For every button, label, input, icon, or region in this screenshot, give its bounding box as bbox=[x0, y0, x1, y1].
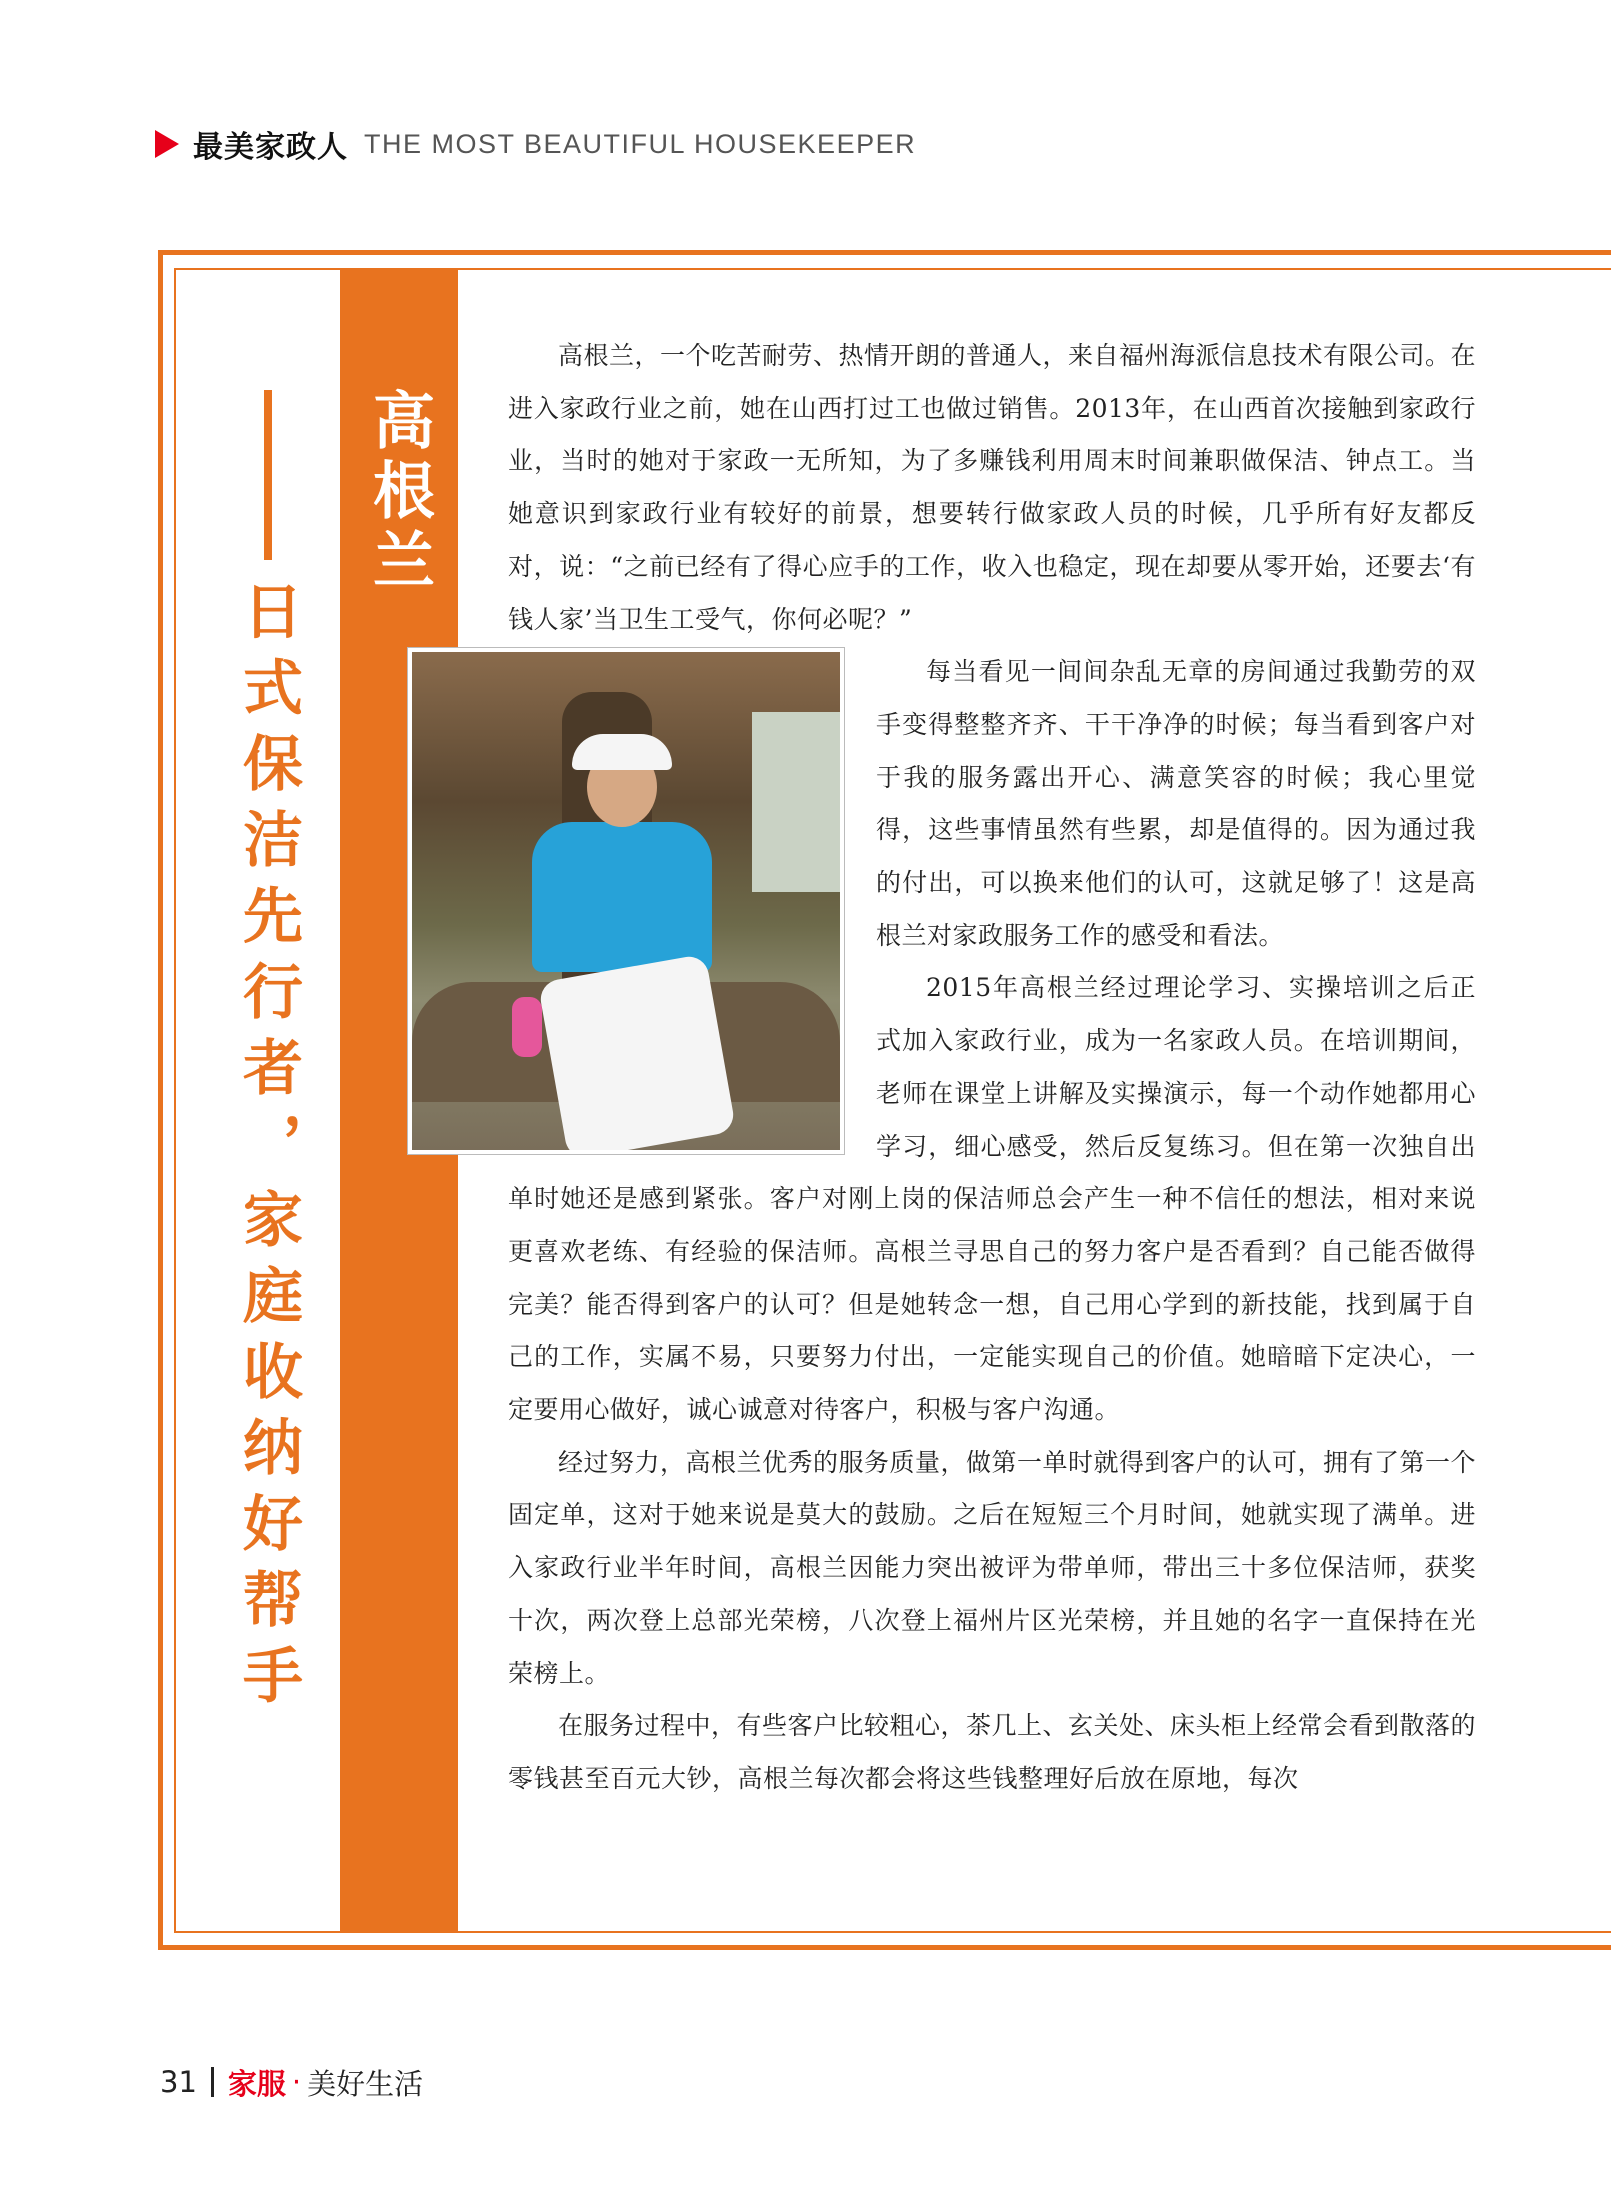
footer-divider bbox=[211, 2067, 214, 2097]
magazine-slogan: 美好生活 bbox=[307, 2066, 424, 2101]
article-title bbox=[218, 390, 318, 1720]
title-dash bbox=[264, 390, 272, 560]
section-title-cn: 最美家政人 bbox=[193, 130, 348, 165]
paragraph-1: 高根兰，一个吃苦耐劳、热情开朗的普通人，来自福州海派信息技术有限公司。在进入家政行业之前，她在山西打过工也做过销售。2013年，在山西首次接触到家政行业，当时的她对于家政一无所知，为了多赚钱利用周末时间兼职做保洁、钟点工。当她意识到家政行业有较好的前景，想要转行做家政人员的时候，几乎所有好友都反对，说：“之前已经有了得心应手的工作，收入也稳定，现在却要从零开始，还要去‘有钱人家’当卫生工受气，你何必呢？” bbox=[508, 341, 1477, 634]
title-text: 日式保洁先行者，家庭收纳好帮手 bbox=[233, 580, 303, 1720]
paragraph-5: 在服务过程中，有些客户比较粗心，茶几上、玄关处、床头柜上经常会看到散落的零钱甚至百元大钞，高根兰每次都会将这些钱整理好后放在原地，每次 bbox=[508, 1711, 1477, 1793]
person-name: 高根兰 bbox=[362, 388, 436, 598]
page-footer bbox=[160, 2062, 423, 2102]
paragraph-2: 每当看见一间间杂乱无章的房间通过我勤劳的双手变得整整齐齐、干干净净的时候；每当看到客户对于我的服务露出开心、满意笑容的时候；我心里觉得，这些事情虽然有些累，却是值得的。因为通过我的付出，可以换来他们的认可，这就足够了！这是高根兰对家政服务工作的感受和看法。 bbox=[876, 657, 1476, 950]
section-title-en: THE MOST BEAUTIFUL HOUSEKEEPER bbox=[364, 128, 917, 159]
footer-separator: · bbox=[291, 2065, 302, 2099]
page-number: 31 bbox=[160, 2065, 197, 2099]
paragraph-3: 2015年高根兰经过理论学习、实操培训之后正式加入家政行业，成为一名家政人员。在培训期间，老师在课堂上讲解及实操演示，每一个动作她都用心学习，细心感受，然后反复练习。但在第一次独自出单时她还是感到紧张。客户对刚上岗的保洁师总会产生一种不信任的想法，相对来说更喜欢老练、有经验的保洁师。高根兰寻思自己的努力客户是否看到？自己能否做得完美？能否得到客户的认可？但是她转念一想，自己用心学到的新技能，找到属于自己的工作，实属不易，只要努力付出，一定能实现自己的价值。她暗暗下定决心，一定要用心做好，诚心诚意对待客户，积极与客户沟通。 bbox=[508, 973, 1476, 1425]
portrait-photo bbox=[408, 648, 844, 1154]
triangle-icon bbox=[155, 130, 179, 158]
magazine-brand: 家服 bbox=[227, 2066, 286, 2101]
section-header bbox=[155, 124, 916, 164]
article-body bbox=[508, 330, 1476, 1806]
paragraph-4: 经过努力，高根兰优秀的服务质量，做第一单时就得到客户的认可，拥有了第一个固定单，这对于她来说是莫大的鼓励。之后在短短三个月时间，她就实现了满单。进入家政行业半年时间，高根兰因能力突出被评为带单师，带出三十多位保洁师，获奖十次，两次登上总部光荣榜，八次登上福州片区光荣榜，并且她的名字一直保持在光荣榜上。 bbox=[508, 1447, 1477, 1688]
